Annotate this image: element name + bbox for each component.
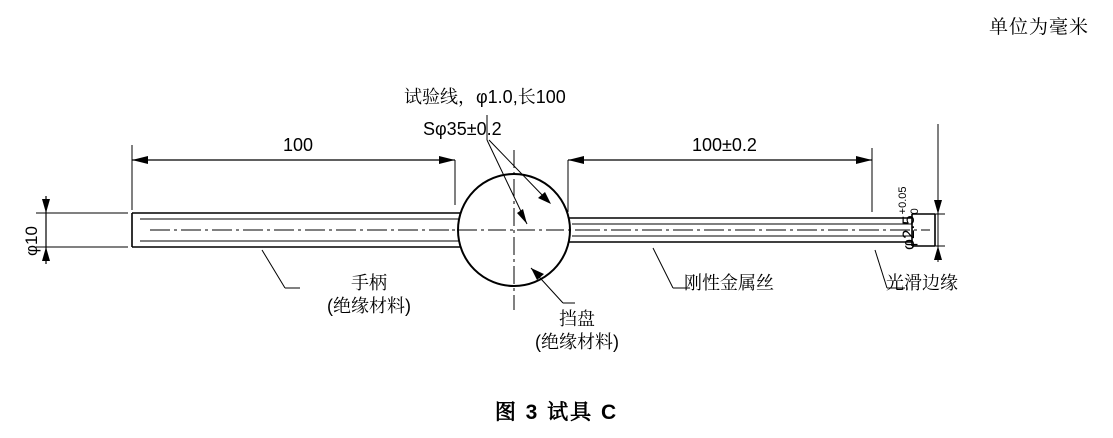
label-phi25-upper: +0.05	[897, 186, 909, 215]
label-disc	[535, 308, 619, 353]
phi10-arrow-bottom	[42, 247, 50, 261]
leader-handle-angle	[262, 250, 285, 288]
label-test-line: 试验线，φ1.0,长100	[404, 87, 566, 107]
label-handle-line2: (绝缘材料)	[327, 295, 411, 316]
dimension-right-value: 100±0.2	[692, 135, 757, 155]
unit-note: 单位为毫米	[988, 17, 1089, 38]
label-disc-line2: (绝缘材料)	[535, 331, 619, 352]
dim-left-arrow-start	[132, 156, 148, 164]
label-phi25	[898, 187, 921, 251]
leader-sphere-line	[489, 140, 546, 199]
phi10-arrow-top	[42, 199, 50, 213]
leader-testline-arrow	[517, 209, 527, 224]
label-phi25-base: φ2.5	[899, 215, 919, 250]
leader-sphere-arrow	[538, 192, 551, 204]
dim-right-arrow-end	[856, 156, 872, 164]
label-phi25-lower: 0	[908, 208, 921, 215]
dim-left-arrow-end	[439, 156, 455, 164]
label-handle-line1: 手柄	[351, 273, 387, 293]
label-phi25-tolerance	[898, 187, 921, 215]
dimension-left-value: 100	[283, 135, 314, 155]
label-handle	[327, 272, 411, 317]
phi25-arrow-top	[934, 200, 942, 214]
label-rigid-wire: 刚性金属丝	[684, 273, 774, 293]
label-smooth-edge: 光滑边缘	[886, 273, 958, 293]
phi25-arrow-bottom	[934, 246, 942, 260]
label-sphere-diameter: Sφ35±0.2	[423, 119, 502, 139]
dim-right-arrow-start	[568, 156, 584, 164]
figure-caption: 图 3 试具 C	[494, 401, 619, 424]
label-phi10: φ10	[22, 226, 41, 256]
leader-wire-angle	[653, 248, 673, 288]
label-disc-line1: 挡盘	[559, 309, 595, 329]
